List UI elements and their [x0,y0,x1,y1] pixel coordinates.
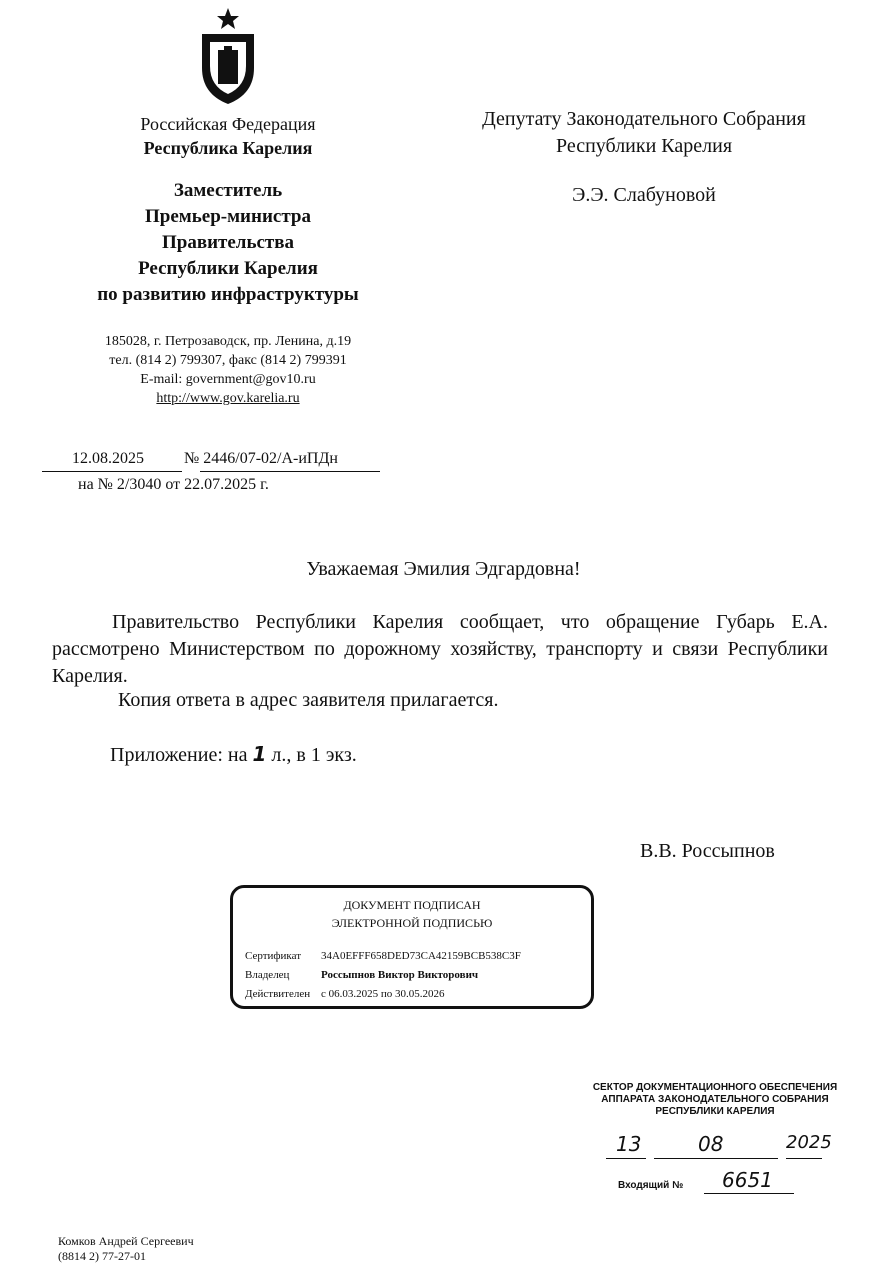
position-line: Правительства [161,232,295,253]
incoming-day: 13 [616,1132,642,1156]
year-underline [786,1158,822,1159]
signer-name: В.В. Россыпнов [640,840,775,862]
position-line: Заместитель [173,180,283,201]
recipient-name: Э.Э. Слабуновой [572,184,716,206]
incoming-number [618,1168,798,1196]
phone-fax: тел. (814 2) 799307, факс (814 2) 799391 [109,353,347,368]
owner-label: Владелец [245,969,290,981]
outgoing-date: 12.08.2025 [72,450,144,467]
sender-header [90,112,366,160]
attachment-line [110,742,357,767]
attachment-prefix: Приложение: на [110,744,253,766]
number-underline [200,471,380,472]
month-underline [654,1158,778,1159]
stamp-title-1: ДОКУМЕНТ ПОДПИСАН [343,898,481,912]
greeting: Уважаемая Эмилия Эдгардовна! [306,558,581,580]
validity-label: Действителен [245,988,311,1000]
incoming-number-label: Входящий № [618,1180,684,1191]
incoming-number-value: 6651 [722,1168,773,1192]
recipient-block [440,106,848,160]
letter-paragraph-2: Копия ответа в адрес заявителя прилагается. [118,689,499,711]
validity-value: с 06.03.2025 по 30.05.2026 [321,988,445,1000]
address: 185028, г. Петрозаводск, пр. Ленина, д.19 [104,334,352,349]
sender-contacts [70,332,386,408]
email: E-mail: government@gov10.ru [140,372,316,387]
website-link[interactable]: http://www.gov.karelia.ru [156,391,300,406]
incoming-stamp [585,1082,845,1118]
executor-name: Комков Андрей Сергеевич [58,1234,194,1248]
e-signature-stamp [230,885,594,1009]
attachment-suffix: л., в 1 экз. [266,744,357,766]
incoming-year: 2025 [786,1132,832,1153]
stamp-title-2: ЭЛЕКТРОННОЙ ПОДПИСЬЮ [331,916,493,930]
position-line: Премьер-министра [145,206,311,227]
attachment-pages: 1 [252,742,267,766]
incoming-month: 08 [698,1132,724,1156]
registration-line [42,450,382,474]
coat-of-arms-icon [188,6,268,106]
incoming-stamp-line: АППАРАТА ЗАКОНОДАТЕЛЬНОГО СОБРАНИЯ [601,1094,829,1105]
validity-row [245,988,445,1000]
incoming-stamp-line: СЕКТОР ДОКУМЕНТАЦИОННОГО ОБЕСПЕЧЕНИЯ [592,1082,838,1093]
owner-row [245,969,478,981]
outgoing-number [184,450,338,468]
incoming-stamp-line: РЕСПУБЛИКИ КАРЕЛИЯ [655,1106,775,1117]
recipient-title: Депутату Законодательного Собрания [482,108,806,130]
country-name: Российская Федерация [140,114,316,134]
letter-paragraph-1: Правительство Республики Карелия сообщает, что обращение Губарь Е.А. рассмотрено Министерством по дорожному хозяйству, транспорту и связи Республики Карелия. [52,611,828,687]
reply-reference: на № 2/3040 от 22.07.2025 г. [78,476,269,493]
day-underline [606,1158,646,1159]
position-line: по развитию инфраструктуры [97,284,359,305]
republic-name: Республика Карелия [143,138,313,158]
incoming-date [598,1132,838,1162]
incoming-number-underline [704,1193,794,1194]
owner-value: Россыпнов Виктор Викторович [321,969,479,981]
outgoing-number-value: 2446/07-02/А-иПДн [203,450,338,467]
recipient-org: Республики Карелия [555,135,733,157]
date-underline [42,471,182,472]
executor-phone: (8814 2) 77-27-01 [58,1249,146,1263]
certificate-value: 34A0EFFF658DED73CA42159BCB538C3F [321,950,521,962]
position-line: Республики Карелия [138,258,318,279]
number-sign: № [184,450,200,467]
executor-block [58,1234,194,1264]
sender-position [60,178,396,308]
certificate-label: Сертификат [245,950,301,962]
certificate-row [245,950,521,962]
